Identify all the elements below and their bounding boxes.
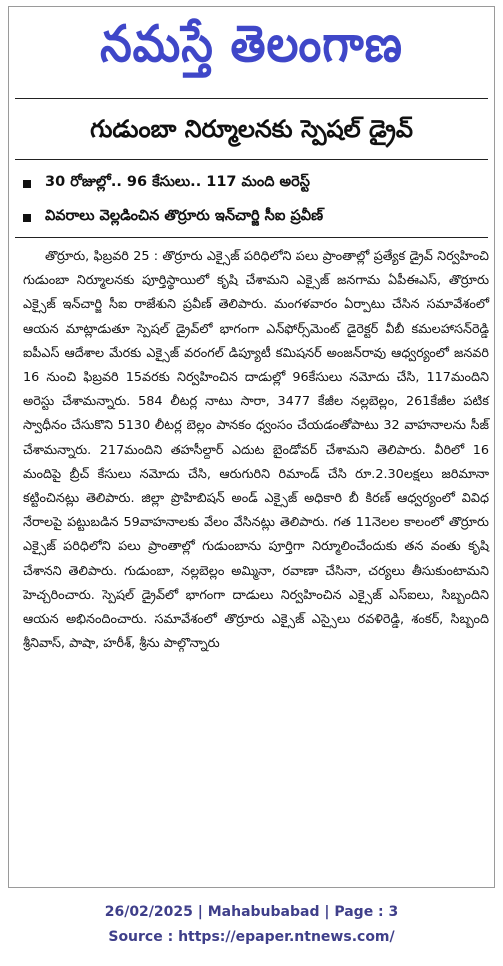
subheadline-list <box>23 167 493 235</box>
footer-source-link[interactable]: Source : https://epaper.ntnews.com/ <box>108 929 395 945</box>
article-paragraph: తొర్రూరు, ఫిబ్రవరి 25 : తొర్రూరు ఎక్సైజ్ పరిధిలోని పలు ప్రాంతాల్లో ప్రత్యేక డ్రైవ్ నిర్వహించి గుడుంబా నిర్మూలనకు పూర్తిస్థాయిలో కృషి చేశామని ఎక్సైజ్ జనగామ ఏపీఈఎస్, తొర్రూరు ఎక్సైజ్ ఇన్‌చార్జి సీఐ రాజేశుని ప్రవీణ్ తెలిపారు. మంగళవారం ఏర్పాటు చేసిన సమావేశంలో ఆయన మాట్లాడుతూ స్పెషల్ డ్రైవ్‌లో భాగంగా ఎన్‌ఫోర్స్‌మెంట్ డైరెక్టర్ వీబీ కమలహాసన్‌రెడ్డి ఐపీఎస్ ఆదేశాల మేరకు ఎక్సైజ్ వరంగల్ డిప్యూటీ కమిషనర్ అంజన్‌రావు ఆధ్వర్యంలో జనవరి 16 నుంచి ఫిబ్రవరి 15వరకు నిర్వహించిన దాడుల్లో 96కేసులు నమోదు చేసి, 117మందిని అరెస్టు చేశామన్నారు. 584 లీటర్ల నాటు సారా, 3477 కేజీల నల్లబెల్లం, 261కేజీల పటిక స్వాధీనం చేసుకొని 5130 లీటర్ల బెల్లం పానకం ధ్వంసం చేయడంతోపాటు 32 వాహనాలను సీజ్ చేశామన్నారు. 217మందిని తహసీల్దార్ ఎదుట బైండోవర్ చేశామని తెలిపారు. వీరిలో 16 మందిపై బ్రీచ్ కేసులు నమోదు చేసి, ఆరుగురిని రిమాండ్ చేసి రూ.2.30లక్షలు జరిమానా కట్టించినట్లు తెలిపారు. జిల్లా ప్రొహిబిషన్ అండ్ ఎక్సైజ్ అధికారి బీ కిరణ్ ఆధ్వర్యంలో వివిధ నేరాలపై పట్టుబడిన 59వాహనాలకు వేలం వేసినట్లు తెలిపారు. గత 11నెలల కాలంలో తొర్రూరు ఎక్సైజ్ పరిధిలోని పలు ప్రాంతాల్లో గుడుంబాను పూర్తిగా నిర్మూలించేందుకు తన వంతు కృషి చేశానని తెలిపారు. గుడుంబా, నల్లబెల్లం అమ్మినా, రవాణా చేసినా, చర్యలు తీసుకుంటామని హెచ్చరించారు. స్పెషల్ డ్రైవ్‌లో భాగంగా దాడులు నిర్వహించిన ఎక్సైజ్ ఎస్ఐలు, సిబ్బందిని ఆయన అభినందించారు. సమావేశంలో తొర్రూరు ఎక్సైజ్ ఎస్సైలు రవళిరెడ్డి, శంకర్, సిబ్బంది శ్రీనివాస్, పాషా, హరీశ్, శ్రీను పాల్గొన్నారు <box>23 249 489 652</box>
newspaper-masthead: నమస్తే తెలంగాణ <box>100 14 403 74</box>
subheadline-item <box>23 167 493 201</box>
masthead-divider <box>15 98 488 99</box>
square-bullet-icon <box>23 180 31 188</box>
subheadline-text: 30 రోజుల్లో.. 96 కేసులు.. 117 మంది అరెస్ట్ <box>45 174 310 190</box>
subheadline-item <box>23 201 493 235</box>
news-clipping <box>8 6 495 888</box>
headline-divider <box>15 159 488 160</box>
subheadline-text: వివరాలు వెల్లడించిన తొర్రూరు ఇన్‌చార్జి సీఐ ప్రవీణ్ <box>45 208 324 224</box>
subheadline-divider <box>15 237 488 238</box>
square-bullet-icon <box>23 214 31 222</box>
article-headline: గుడుంబా నిర్మూలనకు స్పెషల్ డ్రైవ్ <box>90 115 413 143</box>
footer-date-edition-page: 26/02/2025 | Mahabubabad | Page : 3 <box>104 904 399 920</box>
article-body <box>23 245 489 656</box>
